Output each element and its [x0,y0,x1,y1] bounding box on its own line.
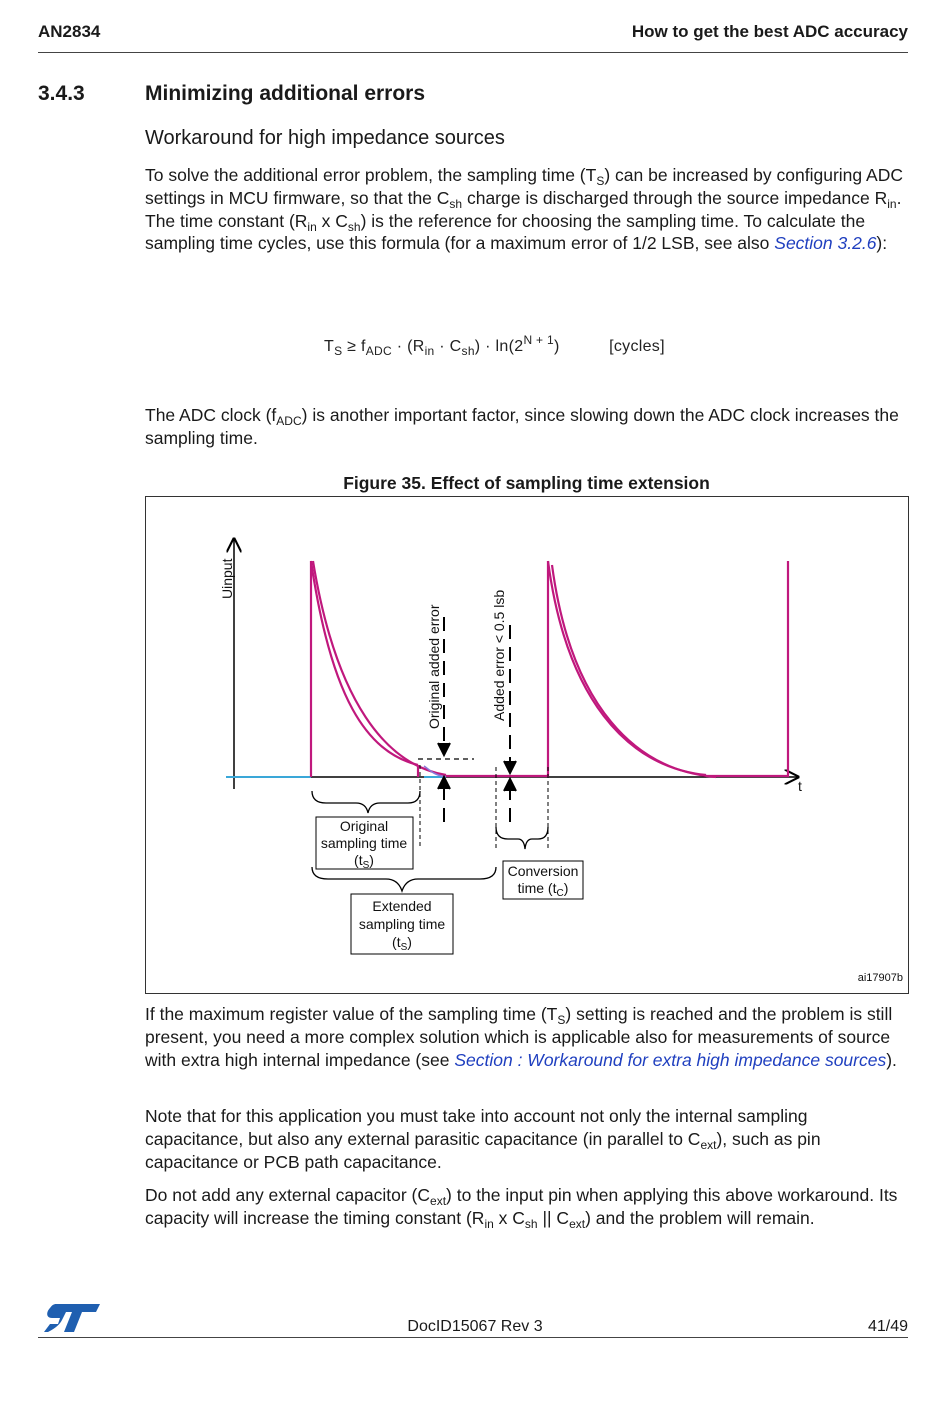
figure-id: ai17907b [857,972,903,984]
extended-box-line1: Extended [372,898,432,914]
original-curve [311,561,418,777]
paragraph-3: If the maximum register value of the sampling time $(T_S)$ setting is reached and the problem is still present, you need a more complex solution which is applicable also for measurements of source with extra high internal impedance (see Section : Workaround for extra high impedance sources). [145,1004,897,1070]
section-link-326[interactable]: Section 3.2.6 [774,233,877,254]
figure-title: Figure 35. Effect of sampling time extension [343,473,710,493]
paragraph-5: Do not add any external capacitor $(C_{ext})$ to the input pin when applying this above workaround. Its capacity will increase the timing constant ($R_{in}$ x $C_{sh}$ || $C_{ext}$) and the problem will remain. [145,1185,898,1231]
original-error-label: Original added error [426,604,442,729]
x-axis-label: t [798,778,802,794]
second-pulse [548,561,788,777]
paragraph-2: The ADC clock $(f_{ADC})$ is another important factor, since slowing down the ADC clock increases the sampling time. [145,405,899,448]
section-link-extra-high-impedance[interactable]: Section : Workaround for extra high impedance sources [454,1049,887,1070]
extended-box-line3: $(t_S)$ [392,934,412,953]
header-rule [38,52,908,53]
formula-unit: [cycles] [609,338,665,355]
paragraph-1: To solve the additional error problem, the sampling time $(T_S)$ can be increased by configuring ADC settings in MCU firmware, so that the $C_{sh}$ charge is discharged through the source impedance $R_{in}$. The time constant ($R_{in}$ x $C_{sh}$) is the reference for choosing the sampling time. To calculate the sampling time cycles, use this formula (for a maximum error of 1/2 LSB, see also Section 3.2.6): [145,165,903,254]
original-box-line1: Original [339,818,389,834]
paragraph-4: Note that for this application you must take into account not only the internal sampling capacitance, but also any external parasitic capacitance (in parallel to $C_{ext}$), such as pin capacitance or PCB path capacitance. [145,1106,821,1172]
y-axis-label: Uinput [219,558,235,599]
original-box-line3: $(t_S)$ [354,852,374,871]
figure-frame [145,496,909,994]
section-title: Minimizing additional errors [145,82,426,105]
header-title: How to get the best ADC accuracy [631,22,908,41]
doc-code: AN2834 [38,22,101,41]
subsection-title: Workaround for high impedance sources [145,127,505,149]
original-box-line2: sampling time [320,835,408,851]
conversion-box-line2: time $(t_C)$ [517,880,569,899]
footer-rule [38,1337,908,1338]
page-number: 41/49 [867,1318,908,1335]
added-error-label: Added error < 0.5 lsb [491,589,507,721]
extended-box-line2: sampling time [358,916,446,932]
section-number: 3.4.3 [38,82,85,105]
conversion-box-line1: Conversion [507,863,579,879]
sampling-time-formula: $T_S \ge f_{ADC} \cdot (R_{in} \cdot C_{sh}) \cdot \ln(2^{N + 1})$ [cycles] [324,333,665,358]
sampling-diagram [146,497,908,993]
doc-id: DocID15067 Rev 3 [407,1318,543,1335]
